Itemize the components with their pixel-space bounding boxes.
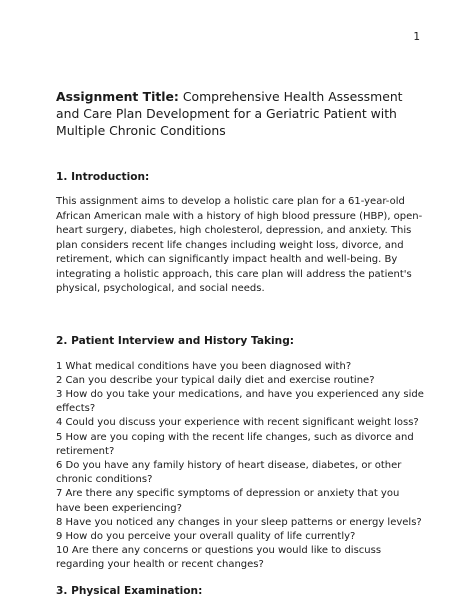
physical-exam-heading: 3. Physical Examination:: [56, 584, 203, 597]
assignment-title-label: Assignment Title:: [56, 89, 179, 104]
interview-question: 9 How do you perceive your overall quality of life currently?: [56, 530, 356, 542]
interview-question: 10 Are there any concerns or questions you would like to discuss regarding your health or recent changes?: [56, 545, 382, 571]
assignment-title: [56, 88, 426, 139]
interview-heading: 2. Patient Interview and History Taking:: [56, 334, 295, 347]
page-number: 1: [413, 31, 420, 43]
interview-question: 2 Can you describe your typical daily diet and exercise routine?: [56, 374, 375, 386]
assignment-title-text: Comprehensive Health Assessment and Care Plan Development for a Geriatric Patient with Multiple Chronic Conditions: [56, 89, 403, 138]
interview-question-list: [56, 360, 426, 573]
introduction-heading: 1. Introduction:: [56, 171, 150, 183]
introduction-paragraph: This assignment aims to develop a holistic care plan for a 61-year-old African American male with a history of high blood pressure (HBP), open-heart surgery, diabetes, high cholesterol, depression, and anxiety. This plan considers recent life changes including weight loss, divorce, and retirement, which can significantly impact health and well-being. By integrating a holistic approach, this care plan will address the patient's physical, psychological, and social needs.: [56, 196, 423, 294]
interview-question: 7 Are there any specific symptoms of depression or anxiety that you have been experiencing?: [56, 488, 400, 514]
interview-question: 3 How do you take your medications, and have you experienced any side effects?: [56, 388, 424, 415]
interview-question: 1 What medical conditions have you been diagnosed with?: [56, 360, 352, 372]
interview-question: 8 Have you noticed any changes in your sleep patterns or energy levels?: [56, 516, 422, 528]
interview-question: 4 Could you discuss your experience with recent significant weight loss?: [56, 417, 419, 429]
document-body: [56, 88, 426, 598]
interview-question: 5 How are you coping with the recent life changes, such as divorce and retirement?: [56, 431, 414, 457]
interview-question: 6 Do you have any family history of heart disease, diabetes, or other chronic conditions?: [56, 459, 402, 486]
